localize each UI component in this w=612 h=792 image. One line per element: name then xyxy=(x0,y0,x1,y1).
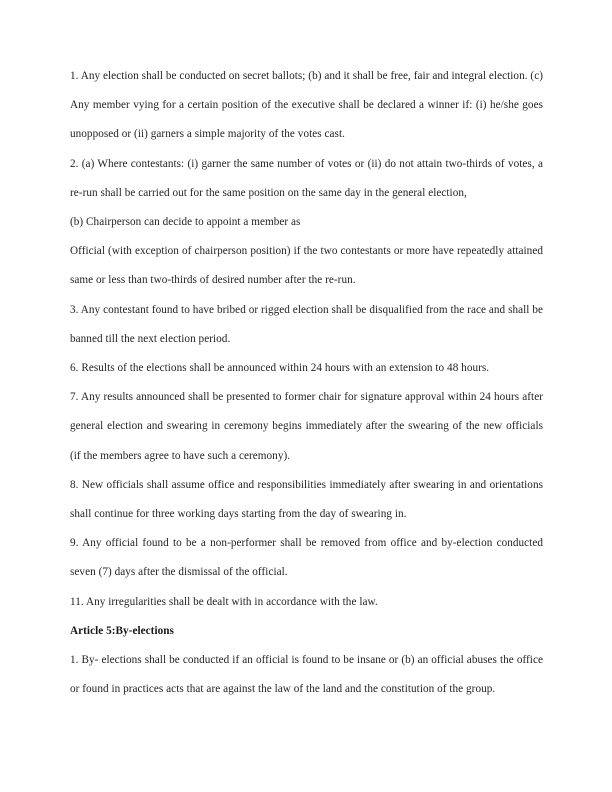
paragraph-clause-7: 7. Any results announced shall be presented to former chair for signature approval within 24 hours after general election and swearing in ceremony begins immediately after the swearing of the new officials (if the members agree to have such a ceremony). xyxy=(70,391,543,462)
article-5-heading: Article 5:By-elections xyxy=(70,624,174,637)
paragraph-clause-11: 11. Any irregularities shall be dealt with in accordance with the law. xyxy=(70,595,378,608)
paragraph-clause-1: 1. Any election shall be conducted on secret ballots; (b) and it shall be free, fair and integral election. (c) Any member vying for a certain position of the executive shall be declared a winner if: (i) he/she goes unopposed or (ii) garners a simple majority of the votes cast. xyxy=(70,70,543,141)
paragraph-article-5-clause-1: 1. By- elections shall be conducted if an official is found to be insane or (b) an official abuses the office or found in practices acts that are against the law of the land and the constitution of the group. xyxy=(70,654,543,696)
paragraph-clause-6: 6. Results of the elections shall be announced within 24 hours with an extension to 48 hours. xyxy=(70,362,490,375)
paragraph-clause-2b: (b) Chairperson can decide to appoint a member as xyxy=(70,216,301,229)
paragraph-clause-9: 9. Any official found to be a non-performer shall be removed from office and by-election conducted seven (7) days after the dismissal of the official. xyxy=(70,537,543,579)
document-body xyxy=(70,62,543,704)
paragraph-clause-3: 3. Any contestant found to have bribed or rigged election shall be disqualified from the race and shall be banned till the next election period. xyxy=(70,303,543,345)
paragraph-clause-8: 8. New officials shall assume office and responsibilities immediately after swearing in and orientations shall continue for three working days starting from the day of swearing in. xyxy=(70,478,543,521)
paragraph-clause-2a: 2. (a) Where contestants: (i) garner the same number of votes or (ii) do not attain two-thirds of votes, a re-run shall be carried out for the same position on the same day in the general election, xyxy=(70,157,543,199)
paragraph-clause-2b-continued: Official (with exception of chairperson position) if the two contestants or more have repeatedly attained same or less than two-thirds of desired number after the re-run. xyxy=(70,245,543,287)
